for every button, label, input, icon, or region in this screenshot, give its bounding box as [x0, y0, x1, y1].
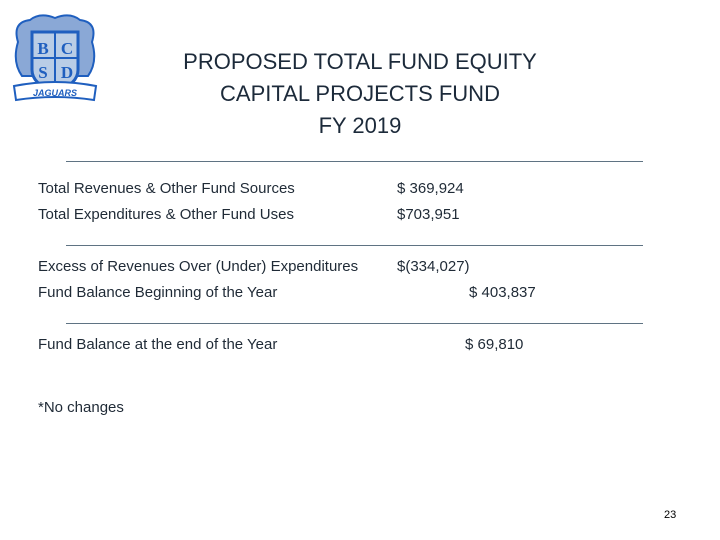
divider — [66, 161, 643, 162]
slide-title — [0, 46, 720, 142]
svg-text:B: B — [37, 39, 49, 58]
row-label-total-expenditures: Total Expenditures & Other Fund Uses — [38, 206, 294, 223]
row-value-total-revenues: $ 369,924 — [397, 180, 464, 197]
row-label-beginning-balance: Fund Balance Beginning of the Year — [38, 284, 278, 301]
svg-text:S: S — [38, 63, 48, 82]
row-value-total-expenditures: $703,951 — [397, 206, 460, 223]
row-label-excess: Excess of Revenues Over (Under) Expenditures — [38, 258, 359, 275]
title-line-1: PROPOSED TOTAL FUND EQUITY — [183, 49, 537, 74]
svg-text:JAGUARS: JAGUARS — [32, 88, 78, 98]
title-line-3: FY 2019 — [318, 113, 402, 138]
title-line-2: CAPITAL PROJECTS FUND — [220, 81, 500, 106]
row-value-beginning-balance: $ 403,837 — [469, 284, 536, 301]
row-value-excess: $(334,027) — [397, 258, 470, 275]
row-label-ending-balance: Fund Balance at the end of the Year — [38, 336, 278, 353]
divider — [66, 245, 643, 246]
svg-text:C: C — [60, 39, 74, 58]
page-number: 23 — [664, 509, 677, 521]
row-value-ending-balance: $ 69,810 — [465, 336, 524, 353]
svg-text:D: D — [60, 63, 74, 82]
divider — [66, 323, 643, 324]
note: *No changes — [38, 399, 124, 416]
row-label-total-revenues: Total Revenues & Other Fund Sources — [38, 180, 295, 197]
